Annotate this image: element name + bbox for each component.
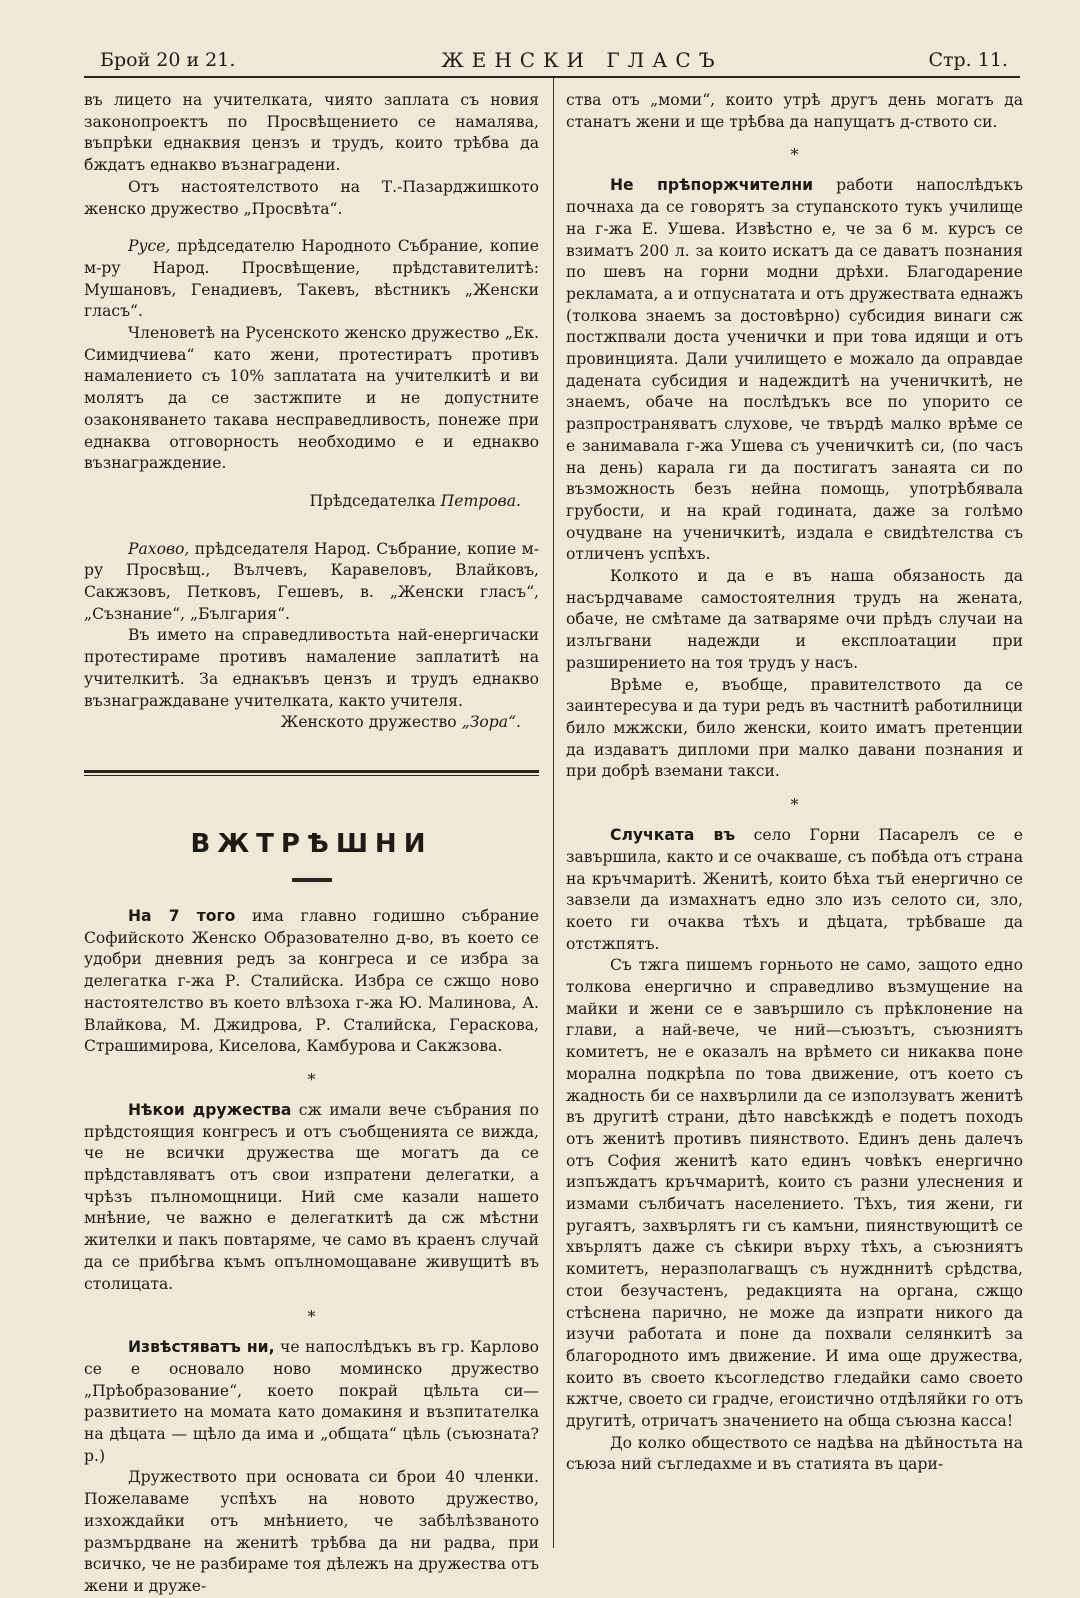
paragraph: ства отъ „моми“, които утрѣ другъ день могатъ да станатъ жени и ще трѣбва да напущатъ д-ството си. [566,91,1023,131]
asterisk-separator: * [790,145,799,165]
section-divider [84,770,539,776]
masthead-title: ЖЕНСКИ ГЛАСЪ [441,48,723,72]
paragraph: Врѣме е, въобще, правителството да се заинтересува и да тури редъ въ частнитѣ работилници било мжжски, било женски, които иматъ претенции да издаватъ дипломи при малко давани познания и при добрѣ вземани такси. [566,675,1023,781]
signature: Прѣдседателка Петрова. [309,491,521,510]
right-column [566,90,1023,1476]
paragraph: Въ името на справедливостьта най-енергичаски протестираме противъ намаление заплатитѣ на учителкитѣ. За еднакъвъ цензъ и трудъ еднакво възнаграждаване учителката, както учителя. [84,626,539,710]
news-item: Нѣкои дружества сж имали вече събрания по прѣдстоящия конгресъ и отъ съобщенията се вижда, че не всички дружества ще могатъ да се прѣдставляватъ отъ свои изпратени делегатки, а чрѣзъ пълномощници. Ний сме казали нашето мнѣние, че важно е делегаткитѣ да сж мѣстни жителки и пакъ повтаряме, че само въ краенъ случай да се прибѣгва къмъ опълномощаване живущитѣ въ столицата. [84,1100,539,1293]
issue-number: Брой 20 и 21. [100,49,236,71]
page-header [100,40,1008,80]
lead-words: Случката въ [610,826,736,845]
place-name: Рахово, [128,539,190,558]
left-column [84,90,539,1598]
asterisk-separator: * [790,795,799,815]
paragraph: въ лицето на учителката, чиято заплата съ новия законопроектъ по Просвѣщението се намалява, въпрѣки еднаквия цензъ и трудъ, които трѣбва да бждатъ еднакво възнаградени. [84,91,539,175]
paragraph: До колко обществото се надѣва на дѣйностьта на съюза ний съгледахме и въ статията въ цари- [566,1433,1023,1474]
page-number: Стр. 11. [928,49,1008,71]
news-item: Не прѣпоржчителни работи напослѣдъкъ почнаха да се говорятъ за ступанското тукъ училище на г-жа Е. Ушева. Извѣстно е, че за 6 м. курсъ се взиматъ 200 л. за които искатъ да се даватъ познания по шевъ на горни модни дрѣхи. Благодарение рекламата, а и отпуснатата и отъ дружествата еднажъ (толкова знаемъ за достовѣрно) субсидия винаги сж постжпвали доста ученички и при това идящи и отъ провинцията. Дали училището е можало да оправдае дадената субсидия и надеждитѣ на ученичкитѣ, не знаемъ, обаче на послѣдъкъ все по упорито се разпространяватъ слухове, че твърдѣ малко врѣме се е занимавала г-жа Ушева съ ученичкитѣ си, (по часъ на день) карала ги да постигатъ занаята си по възможность безъ нейна помощь, употрѣбявала грубости, и на край годината, даже за голѣмо очудване на ученичкитѣ, издала е свидѣтелства съ отличенъ успѣхъ. [566,176,1023,564]
lead-words: Не прѣпоржчителни [610,176,814,195]
paragraph: Членоветѣ на Русенското женско дружество „Ек. Симидчиева“ като жени, протестиратъ противъ намалението съ 10% заплатата на учителкитѣ и ви молятъ да се застжпите и не допустните озаконяването такава несправедливость, понеже при еднаква отговорность необходимо е и еднакво възнаграждение. [84,324,539,473]
news-item: На 7 того има главно годишно събрание Софийското Женско Образователно д-во, въ което се удобри дневния редъ за конгреса и се избра за делегатка г-жа Р. Сталийска. Избра се сжщо ново настоятелство въ което влѣзоха г-жа Ю. Малинова, А. Влайкова, М. Джидрова, Р. Сталийска, Гераскова, Страшимирова, Киселова, Камбурова и Сакжзова. [84,906,539,1056]
asterisk-separator: * [307,1307,316,1327]
news-item: Случката въ село Горни Пасарелъ се е завършила, както и се очакваше, съ побѣда отъ страна на кръчмаритѣ. Женитѣ, които бѣха тъй енергично се завзели да измахнатъ едно зло изъ селото си, зло, което ги очаква тѣхъ и дѣцата, трѣбваше да отстжпятъ. [566,826,1023,953]
lead-words: На 7 того [128,906,236,925]
signature: Женското дружество „Зора“. [280,713,521,732]
header-rule [84,76,1020,78]
lead-words: Извѣстяватъ ни, [128,1338,275,1357]
asterisk-separator: * [307,1069,316,1089]
telegram-ruse: Русе, прѣдседателю Народното Събрание, копие м-ру Народ. Просвѣщение, прѣдставителитѣ: Мушановъ, Генадиевъ, Такевъ, вѣстникъ „Женски гласъ“. [84,237,539,321]
lead-words: Нѣкои дружества [128,1100,292,1119]
section-title: ВЖТРѢШНИ [190,828,433,859]
column-rule [553,78,554,1548]
paragraph: Отъ настоятелството на Т.-Пазарджишкото женско дружество „Просвѣта“. [84,177,539,218]
place-name: Русе, [128,237,171,256]
news-item: Извѣстяватъ ни, че напослѣдъкъ въ гр. Карлово се е основало ново моминско дружество „Прѣобразование“, което покрай цѣльта си—развитието на момата като домакиня и възпитателка на дѣцата — щѣло да има и „общата“ цѣль (съюзната? р.) [84,1338,539,1465]
telegram-rahovo: Рахово, прѣдседателя Народ. Събрание, копие м-ру Просвѣщ., Вълчевъ, Каравеловъ, Влайковъ, Сакжзовъ, Петковъ, Гешевъ, в. „Женски гласъ“, „Съзнание“, „България“. [84,539,539,623]
paragraph: Съ тжга пишемъ горньото не само, защото едно толкова енергично и справедливо възмущение на майки и жени се е завършило съ прѣклонение на глави, а най-вече, че ний—съюзътъ, съюзниятъ комитетъ, не е оказалъ на врѣмето си никаква поне морална подкрѣпа по това движение, отъ което съ жадность би се нахвърлили да се използуватъ женитѣ въ другитѣ страни, дѣто навсѣкждѣ е подетъ походъ отъ женитѣ противъ пиянството. Единъ день далечъ отъ София женитѣ като единъ човѣкъ енергично изпъждатъ кръчмаритѣ, които съ разни улеснения и измами сълбичатъ населението. Тѣхъ, тия жени, ги ругаятъ, захвърлятъ ги съ камъни, пиянствующитѣ се хвърлятъ даже съ сѣкири върху тѣхъ, а съюзниятъ комитетъ, неразполагващъ съ нуждннитѣ срѣдства, стои безучастенъ, редакцията на органа, сжщо стѣснена парично, не може да изпрати никого да изучи работата и поне да похвали селянкитѣ за благородното имъ движение. И има още дружества, които въ своето късогледство гледайки само своето кжтче, своето си градче, егоистично отдѣляйки го отъ другитѣ, отричатъ значението на обща съюзна касса! [566,956,1023,1431]
title-ornament [292,878,332,882]
paragraph: Дружеството при основата си брои 40 членки. Пожелаваме успѣхъ на новото дружество, изхождайки отъ мнѣнието, че забѣлѣзваното размърдване на женитѣ трѣбва да ни радва, при всичко, че не разбираме тоя дѣлежъ на дружества отъ жени и друже- [84,1468,539,1595]
paragraph: Колкото и да е въ наша обязаность да насърдчаваме самостоятелния трудъ на жената, обаче, не смѣтаме да затваряме очи прѣдъ случаи на излъгвани надежди и експлоатации при разширението на тоя трудъ у насъ. [566,567,1023,672]
